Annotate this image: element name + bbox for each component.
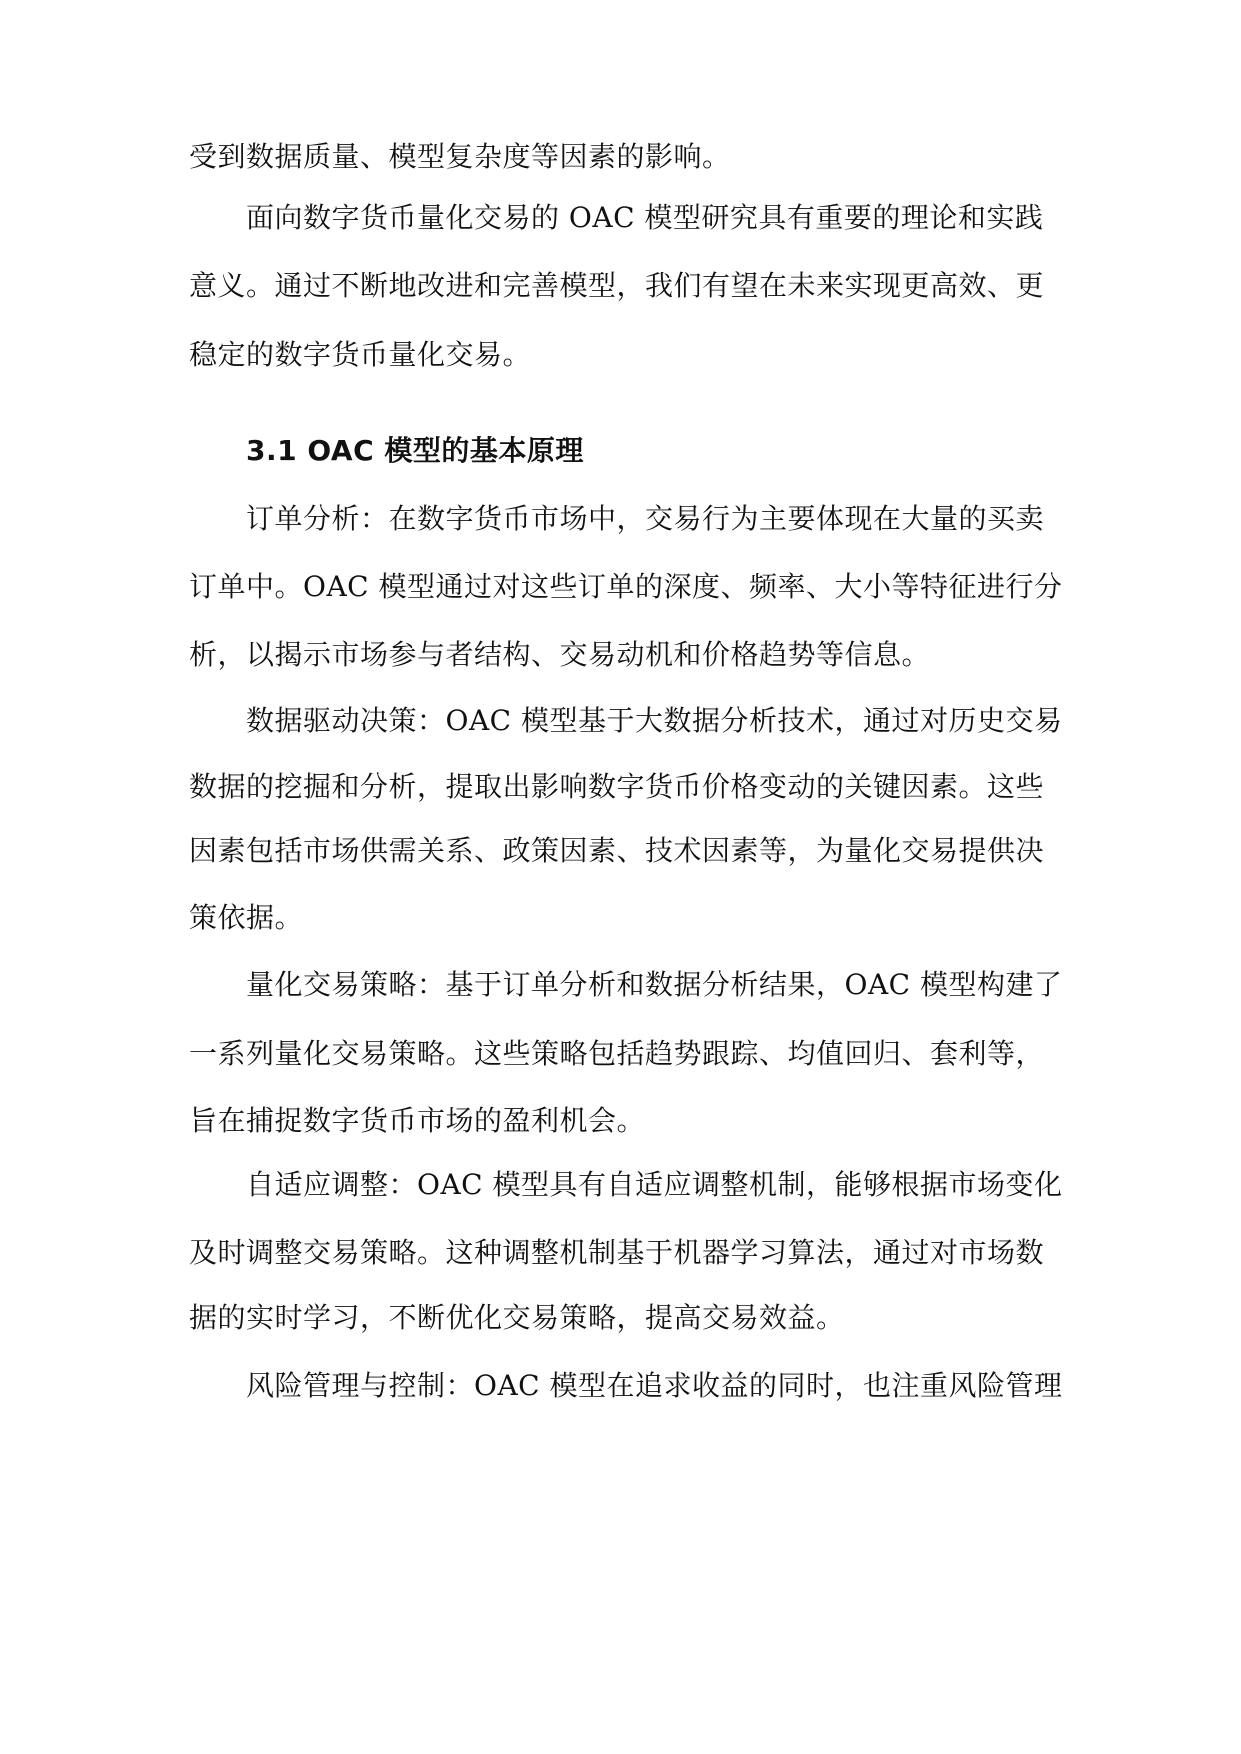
- section-heading: 3.1 OAC 模型的基本原理: [246, 434, 584, 467]
- paragraph-strategies-line-3: 旨在捕捉数字货币市场的盈利机会。: [189, 1104, 646, 1137]
- paragraph-strategies-line-1: 量化交易策略：基于订单分析和数据分析结果，OAC 模型构建了: [246, 968, 1063, 1001]
- paragraph-strategies-line-2: 一系列量化交易策略。这些策略包括趋势跟踪、均值回归、套利等，: [189, 1037, 1045, 1070]
- paragraph-order-analysis-line-3: 析，以揭示市场参与者结构、交易动机和价格趋势等信息。: [189, 638, 931, 671]
- paragraph-intro-tail: 受到数据质量、模型复杂度等因素的影响。: [189, 140, 731, 173]
- paragraph-adaptive-line-3: 据的实时学习，不断优化交易策略，提高交易效益。: [189, 1301, 845, 1334]
- paragraph-significance-line-3: 稳定的数字货币量化交易。: [189, 338, 532, 371]
- paragraph-adaptive-line-2: 及时调整交易策略。这种调整机制基于机器学习算法，通过对市场数: [189, 1236, 1045, 1269]
- paragraph-data-driven-line-1: 数据驱动决策：OAC 模型基于大数据分析技术，通过对历史交易: [246, 704, 1063, 737]
- paragraph-order-analysis-line-2: 订单中。OAC 模型通过对这些订单的深度、频率、大小等特征进行分: [189, 570, 1063, 603]
- paragraph-data-driven-line-4: 策依据。: [189, 901, 304, 934]
- paragraph-order-analysis-line-1: 订单分析：在数字货币市场中，交易行为主要体现在大量的买卖: [246, 502, 1045, 535]
- paragraph-significance-line-2: 意义。通过不断地改进和完善模型，我们有望在未来实现更高效、更: [189, 269, 1045, 302]
- paragraph-risk-line-1: 风险管理与控制：OAC 模型在追求收益的同时，也注重风险管理: [246, 1369, 1063, 1402]
- paragraph-data-driven-line-2: 数据的挖掘和分析，提取出影响数字货币价格变动的关键因素。这些: [189, 770, 1045, 803]
- paragraph-data-driven-line-3: 因素包括市场供需关系、政策因素、技术因素等，为量化交易提供决: [189, 834, 1045, 867]
- paragraph-adaptive-line-1: 自适应调整：OAC 模型具有自适应调整机制，能够根据市场变化: [246, 1168, 1063, 1201]
- paragraph-significance-line-1: 面向数字货币量化交易的 OAC 模型研究具有重要的理论和实践: [246, 201, 1044, 234]
